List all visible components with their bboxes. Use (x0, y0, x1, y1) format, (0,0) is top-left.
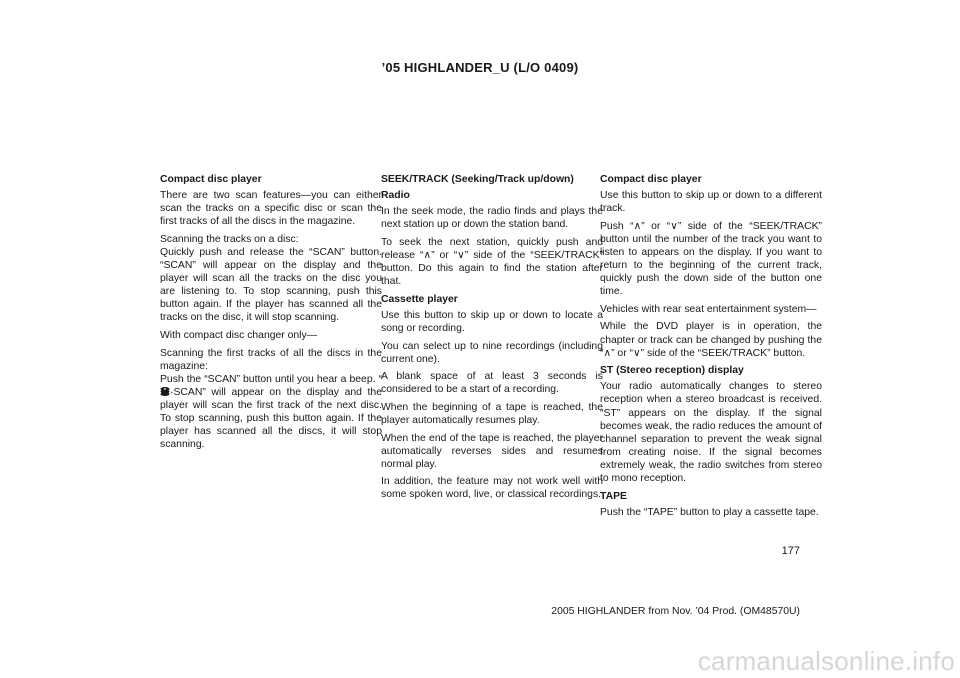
paragraph: In the seek mode, the radio finds and plays the next station up or down the station band. (381, 206, 603, 231)
paragraph: You can select up to nine recordings (including current one). (381, 340, 603, 365)
paragraph (160, 347, 382, 452)
section-heading-tape: TAPE (600, 490, 627, 502)
paragraph-line: Scanning the tracks on a disc: (160, 233, 299, 245)
disc-stack-icon (160, 386, 170, 396)
paragraph: To seek the next station, quickly push and release “∧” or “∨” side of the “SEEK/TRACK” button. Do this again to find the station after that. (381, 236, 603, 288)
paragraph: With compact disc changer only— (160, 330, 318, 342)
section-heading-seek-track: SEEK/TRACK (Seeking/Track up/down) (381, 174, 574, 185)
section-heading-st-display: ST (Stereo reception) display (600, 365, 744, 377)
paragraph: A blank space of at least 3 seconds is considered to be a start of a recording. (381, 371, 603, 396)
paragraph: Use this button to skip up or down to a different track. (600, 190, 822, 215)
paragraph: When the beginning of a tape is reached, the player automatically resumes play. (381, 401, 603, 426)
paragraph: Use this button to skip up or down to locate a song or recording. (381, 309, 603, 334)
page-number: 177 (781, 545, 800, 557)
paragraph-text: Quickly push and release the “SCAN” button. “SCAN” will appear on the display and the player will scan all the tracks on the disc you are listening to. To stop scanning, push this button again. If the player has scanned all the tracks on the disc, it will stop scanning. (160, 246, 382, 324)
document-header: ’05 HIGHLANDER_U (L/O 0409) (381, 60, 579, 75)
watermark: carmanualsonline.info (697, 646, 955, 676)
paragraph-text: ·SCAN” will appear on the display and the player will scan the first track of the next disc. To stop scanning, push this button again. If the player has scanned all the discs, it will stop scanning. (160, 386, 382, 451)
document-footer: 2005 HIGHLANDER from Nov. ’04 Prod. (OM48570U) (551, 606, 800, 617)
paragraph: Vehicles with rear seat entertainment system— (600, 303, 817, 315)
paragraph: Push the “TAPE” button to play a cassette tape. (600, 506, 819, 518)
paragraph: Push “∧” or “∨” side of the “SEEK/TRACK” button until the number of the track you want to listen to appears on the display. If you want to return to the beginning of the current track, quickly push the down side of the button one time. (600, 220, 822, 298)
paragraph: Your radio automatically changes to stereo reception when a stereo broadcast is received. “ST” appears on the display. If the signal becomes weak, the radio reduces the amount of channel separation to prevent the weak signal from creating noise. If the signal becomes extremely weak, the radio switches from stereo to mono reception. (600, 381, 822, 484)
subheading-radio: Radio (381, 190, 410, 202)
column-3 (600, 173, 822, 523)
paragraph-text: Push the “SCAN” button until you hear a beep. “ (160, 373, 382, 385)
subheading-cassette: Cassette player (381, 293, 458, 305)
paragraph: In addition, the feature may not work well with some spoken word, live, or classical recordings. (381, 476, 603, 501)
section-heading-compact-disc: Compact disc player (160, 174, 262, 185)
subheading-compact-disc: Compact disc player (600, 174, 702, 185)
column-2 (381, 173, 603, 506)
paragraph-line: Scanning the first tracks of all the discs in the magazine: (160, 347, 382, 372)
paragraph (160, 233, 382, 325)
paragraph: When the end of the tape is reached, the player automatically reverses sides and resumes normal play. (381, 432, 603, 470)
paragraph: While the DVD player is in operation, the chapter or track can be changed by pushing the “∧” or “∨” side of the “SEEK/TRACK” button. (600, 321, 822, 359)
paragraph: There are two scan features—you can either scan the tracks on a specific disc or scan the first tracks of all the discs in the magazine. (160, 190, 382, 228)
column-1 (160, 173, 382, 456)
